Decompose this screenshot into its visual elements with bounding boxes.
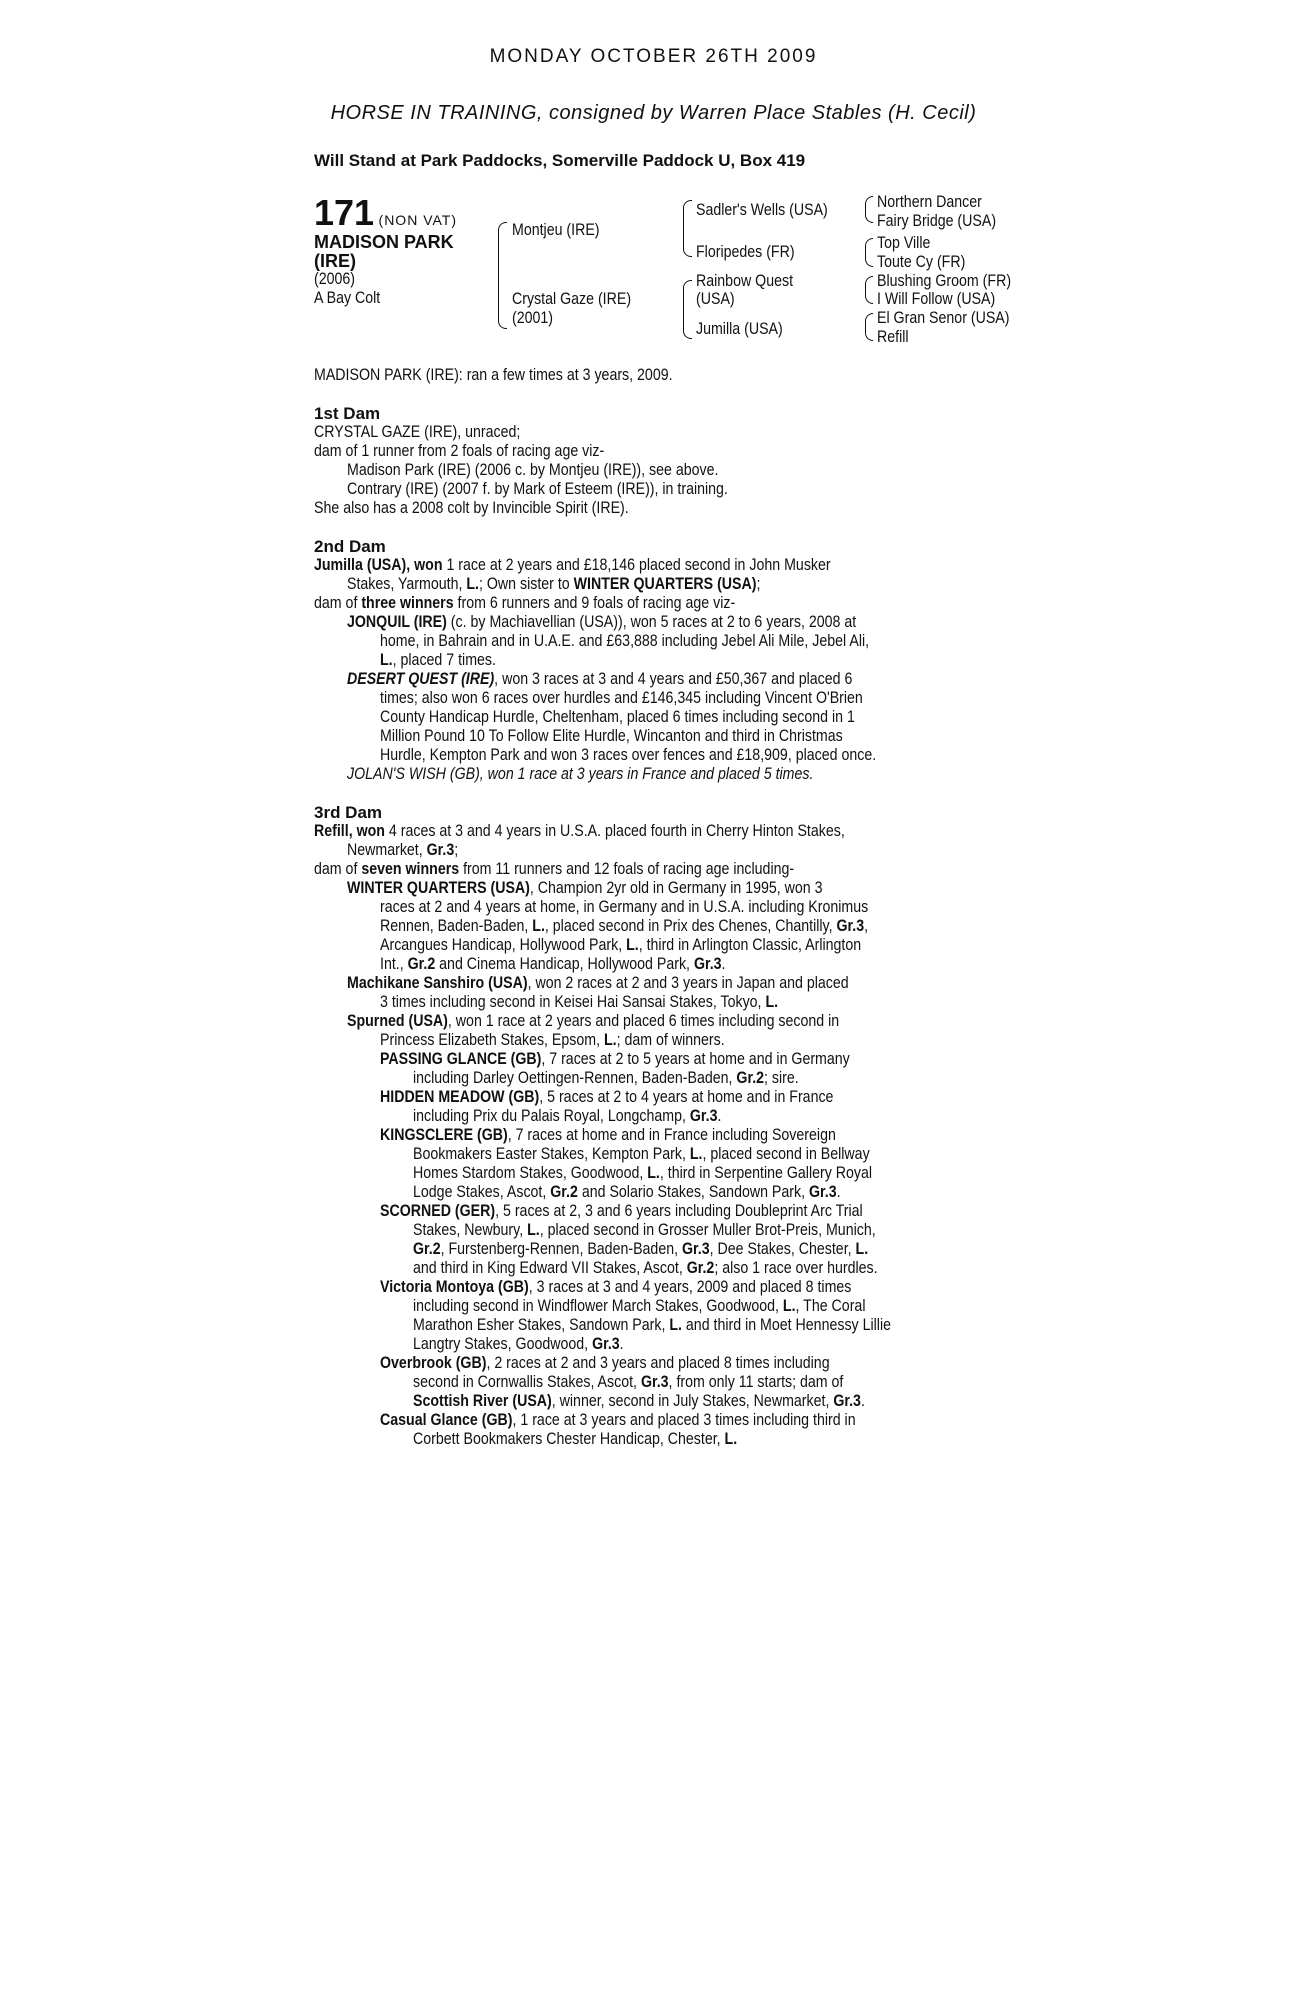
second-dam-line: home, in Bahrain and in U.A.E. and £63,888 including Jebel Ali Mile, Jebel Ali, [380,632,870,650]
pedigree-bracket [683,200,692,223]
third-dam-line: Lodge Stakes, Ascot, Gr.2 and Solario Stakes, Sandown Park, Gr.3. [413,1183,841,1201]
pedigree-dam-dam: Jumilla (USA) [696,320,783,338]
first-dam-line: Contrary (IRE) (2007 f. by Mark of Esteem (IRE)), in training. [347,480,728,498]
second-dam-line: DESERT QUEST (IRE), won 3 races at 3 and 4 years and £50,367 and placed 6 [347,670,853,688]
second-dam-line: JOLAN'S WISH (GB), won 1 race at 3 years in France and placed 5 times. [347,765,814,783]
pedigree-sire-sire: Sadler's Wells (USA) [696,201,828,219]
third-dam-line: Gr.2, Furstenberg-Rennen, Baden-Baden, Gr.3, Dee Stakes, Chester, L. [413,1240,869,1258]
second-dam-line: times; also won 6 races over hurdles and £146,345 including Vincent O'Brien [380,689,863,707]
third-dam-line: Newmarket, Gr.3; [347,841,459,859]
third-dam-line: HIDDEN MEADOW (GB), 5 races at 2 to 4 years at home and in France [380,1088,834,1106]
third-dam-line: second in Cornwallis Stakes, Ascot, Gr.3, from only 11 starts; dam of [413,1373,844,1391]
pedigree-sire: Montjeu (IRE) [512,221,600,239]
third-dam-line: Scottish River (USA), winner, second in July Stakes, Newmarket, Gr.3. [413,1392,865,1410]
horse-description: A Bay Colt [314,289,381,307]
third-dam-line: WINTER QUARTERS (USA), Champion 2yr old in Germany in 1995, won 3 [347,879,823,897]
third-dam-line: KINGSCLERE (GB), 7 races at home and in France including Sovereign [380,1126,836,1144]
pedigree-bracket [683,280,692,301]
third-dam-line: Int., Gr.2 and Cinema Handicap, Hollywood Park, Gr.3. [380,955,726,973]
pedigree-bracket [865,326,873,341]
pedigree-bracket [498,222,507,271]
third-dam-line: including Darley Oettingen-Rennen, Baden-Baden, Gr.2; sire. [413,1069,799,1087]
lot-block [314,192,457,234]
pedigree-g3: I Will Follow (USA) [877,290,996,308]
third-dam-line: 3 times including second in Keisei Hai Sansai Stakes, Tokyo, L. [380,993,779,1011]
pedigree-bracket [865,313,873,327]
pedigree-dam-sire: Rainbow Quest [696,272,794,290]
third-dam-line: Overbrook (GB), 2 races at 2 and 3 years and placed 8 times including [380,1354,830,1372]
third-dam-line: Princess Elizabeth Stakes, Epsom, L.; dam of winners. [380,1031,725,1049]
horse-name: MADISON PARK [314,232,454,252]
pedigree-bracket [865,209,873,223]
consignment-line: HORSE IN TRAINING, consigned by Warren Place Stables (H. Cecil) [330,102,977,124]
third-dam-line: Machikane Sanshiro (USA), won 2 races at 2 and 3 years in Japan and placed [347,974,849,992]
third-dam-line: Langtry Stakes, Goodwood, Gr.3. [413,1335,624,1353]
vat-status: (NON VAT) [378,212,458,228]
first-dam-heading: 1st Dam [314,404,381,423]
lot-number: 171 [314,192,375,233]
pedigree-dam-year: (2001) [512,309,554,327]
pedigree-g3: Top Ville [877,234,931,252]
pedigree-g3: Fairy Bridge (USA) [877,212,997,230]
horse-year: (2006) [314,270,356,288]
stand-location: Will Stand at Park Paddocks, Somerville Paddock U, Box 419 [314,151,806,170]
third-dam-line: Refill, won 4 races at 3 and 4 years in U.S.A. placed fourth in Cherry Hinton Stakes, [314,822,845,840]
pedigree-bracket [865,276,873,291]
horse-country: (IRE) [314,251,356,271]
third-dam-line: and third in King Edward VII Stakes, Ascot, Gr.2; also 1 race over hurdles. [413,1259,878,1277]
second-dam-line: Hurdle, Kempton Park and won 3 races over fences and £18,909, placed once. [380,746,877,764]
pedigree-g3: Refill [877,328,909,346]
third-dam-line: Casual Glance (GB), 1 race at 3 years and placed 3 times including third in [380,1411,856,1429]
third-dam-line: PASSING GLANCE (GB), 7 races at 2 to 5 years at home and in Germany [380,1050,850,1068]
second-dam-line: JONQUIL (IRE) (c. by Machiavellian (USA)), won 5 races at 2 to 6 years, 2008 at [347,613,857,631]
first-dam-line: Madison Park (IRE) (2006 c. by Montjeu (IRE)), see above. [347,461,719,479]
second-dam-line: L., placed 7 times. [380,651,496,669]
pedigree-g3: El Gran Senor (USA) [877,309,1010,327]
pedigree-bracket [683,300,692,339]
pedigree-bracket [683,222,692,257]
first-dam-line: She also has a 2008 colt by Invincible Spirit (IRE). [314,499,629,517]
pedigree-dam-sire-country: (USA) [696,290,735,308]
third-dam-line: Homes Stardom Stakes, Goodwood, L., third in Serpentine Gallery Royal [413,1164,873,1182]
pedigree-bracket [865,290,873,304]
pedigree-bracket [498,270,507,329]
second-dam-line: Jumilla (USA), won 1 race at 2 years and £18,146 placed second in John Musker [314,556,831,574]
pedigree-g3: Toute Cy (FR) [877,253,966,271]
third-dam-line: Spurned (USA), won 1 race at 2 years and placed 6 times including second in [347,1012,840,1030]
third-dam-line: Corbett Bookmakers Chester Handicap, Chester, L. [413,1430,738,1448]
second-dam-line: dam of three winners from 6 runners and 9 foals of racing age viz- [314,594,736,612]
pedigree-bracket [865,238,873,253]
second-dam-heading: 2nd Dam [314,537,386,556]
pedigree-dam: Crystal Gaze (IRE) [512,290,632,308]
third-dam-line: dam of seven winners from 11 runners and 12 foals of racing age including- [314,860,795,878]
third-dam-line: including Prix du Palais Royal, Longchamp, Gr.3. [413,1107,722,1125]
third-dam-line: Arcangues Handicap, Hollywood Park, L., third in Arlington Classic, Arlington [380,936,862,954]
second-dam-line: Million Pound 10 To Follow Elite Hurdle, Wincanton and third in Christmas [380,727,843,745]
race-summary: MADISON PARK (IRE): ran a few times at 3 years, 2009. [314,366,673,384]
pedigree-g3: Northern Dancer [877,193,982,211]
second-dam-line: Stakes, Yarmouth, L.; Own sister to WINTER QUARTERS (USA); [347,575,761,593]
first-dam-line: CRYSTAL GAZE (IRE), unraced; [314,423,521,441]
third-dam-line: SCORNED (GER), 5 races at 2, 3 and 6 years including Doubleprint Arc Trial [380,1202,863,1220]
third-dam-line: Stakes, Newbury, L., placed second in Grosser Muller Brot-Preis, Munich, [413,1221,876,1239]
third-dam-heading: 3rd Dam [314,803,383,822]
sale-date: MONDAY OCTOBER 26TH 2009 [489,46,818,67]
third-dam-line: Rennen, Baden-Baden, L., placed second in Prix des Chenes, Chantilly, Gr.3, [380,917,869,935]
third-dam-line: Victoria Montoya (GB), 3 races at 3 and 4 years, 2009 and placed 8 times [380,1278,852,1296]
pedigree-bracket [865,252,873,267]
pedigree-bracket [865,196,873,210]
pedigree-sire-dam: Floripedes (FR) [696,243,795,261]
first-dam-line: dam of 1 runner from 2 foals of racing age viz- [314,442,605,460]
third-dam-line: races at 2 and 4 years at home, in Germany and in U.S.A. including Kronimus [380,898,869,916]
third-dam-line: Marathon Esher Stakes, Sandown Park, L. and third in Moet Hennessy Lillie [413,1316,891,1334]
third-dam-line: including second in Windflower March Stakes, Goodwood, L., The Coral [413,1297,866,1315]
second-dam-line: County Handicap Hurdle, Cheltenham, placed 6 times including second in 1 [380,708,855,726]
third-dam-line: Bookmakers Easter Stakes, Kempton Park, L., placed second in Bellway [413,1145,870,1163]
pedigree-g3: Blushing Groom (FR) [877,272,1012,290]
